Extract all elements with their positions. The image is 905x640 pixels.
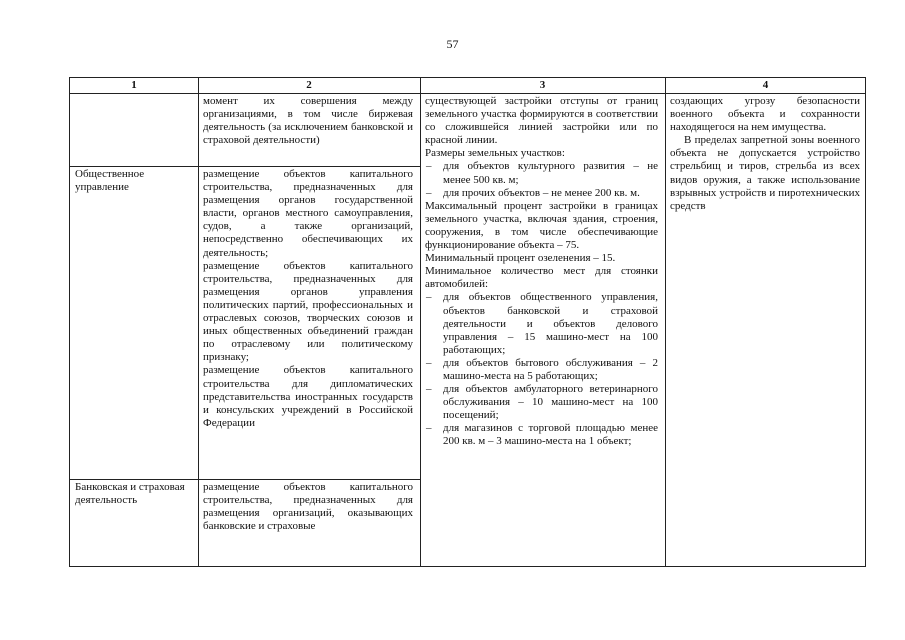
column-divider bbox=[420, 78, 421, 566]
parameter-paragraph: Минимальный процент озеленения – 15. bbox=[425, 252, 616, 265]
description-exchange-activity: момент их совершения между организациями, в том числе биржевая деятельность (за исключением банковской и страховой деятельности) bbox=[203, 95, 413, 147]
dash-list-item: – для прочих объектов – не менее 200 кв. м. bbox=[425, 187, 658, 200]
description-paragraph: размещение объектов капитального строительства, предназначенных для размещения органов управления политических партий, профессиональных и отраслевых союзов, творческих союзов и иных общественных объединений граждан по отраслевому или политическому признаку; bbox=[203, 259, 413, 364]
header-col-2: 2 bbox=[306, 79, 312, 91]
dash-list-item: – для объектов общественного управления, объектов банковской и страховой деятельности и объектов делового управления – 15 машино-мест на 100 работающих; bbox=[425, 291, 658, 356]
restrictions-cell bbox=[670, 95, 860, 213]
activity-name-public-administration: Общественное управление bbox=[75, 168, 145, 194]
row-divider bbox=[70, 166, 420, 167]
zoning-table bbox=[69, 77, 866, 567]
description-paragraph: размещение объектов капитального строительства для дипломатических представительства иностранных государств и консульских учреждений в Российской Федерации bbox=[203, 364, 413, 429]
column-divider bbox=[198, 78, 199, 566]
dash-list-item: – для объектов амбулаторного ветеринарного обслуживания – 10 машино-мест на 100 посещений; bbox=[425, 383, 658, 422]
description-banking-insurance: размещение объектов капитального строительства, предназначенных для размещения организаций, оказывающих банковские и страховые bbox=[203, 481, 413, 533]
description-public-administration bbox=[203, 168, 413, 430]
header-col-1: 1 bbox=[131, 79, 137, 91]
table-header-row bbox=[70, 78, 865, 94]
row-divider bbox=[70, 479, 420, 480]
restriction-paragraph: создающих угрозу безопасности военного объекта и сохранности находящегося на нем имущества. bbox=[670, 95, 860, 134]
parameters-cell bbox=[425, 95, 658, 449]
page-number: 57 bbox=[446, 37, 459, 51]
dash-list-item: – для объектов бытового обслуживания – 2 машино-места на 5 работающих; bbox=[425, 357, 658, 383]
description-paragraph: размещение объектов капитального строительства, предназначенных для размещения органов государственной власти, органов местного самоуправления, судов, а также организаций, непосредственно обеспечивающих их деятельность; bbox=[203, 168, 413, 259]
dash-list-item: – для магазинов с торговой площадью менее 200 кв. м – 3 машино-места на 1 объект; bbox=[425, 422, 658, 448]
header-col-3: 3 bbox=[539, 79, 546, 91]
restriction-paragraph: В пределах запретной зоны военного объекта не допускается устройство стрельбищ и тиров, стрельба из всех видов оружия, а также использование взрывных устройств и пиротехнических средств bbox=[670, 134, 860, 212]
activity-name-banking-insurance: Банковская и страховая деятельность bbox=[75, 481, 185, 507]
parameter-paragraph: Минимальное количество мест для стоянки автомобилей: bbox=[425, 265, 658, 291]
header-col-4: 4 bbox=[762, 79, 769, 91]
dash-list-item: – для объектов культурного развития – не менее 500 кв. м; bbox=[425, 160, 658, 186]
parameter-paragraph: существующей застройки отступы от границ земельного участка формируются в соответствии со сложившейся линией застройки или по красной линии. bbox=[425, 95, 658, 147]
parameter-paragraph: Размеры земельных участков: bbox=[425, 147, 565, 160]
column-divider bbox=[665, 78, 666, 566]
parameter-paragraph: Максимальный процент застройки в границах земельного участка, включая здания, строения, сооружения, в том числе обеспечивающие функционирование объекта – 75. bbox=[425, 199, 658, 252]
